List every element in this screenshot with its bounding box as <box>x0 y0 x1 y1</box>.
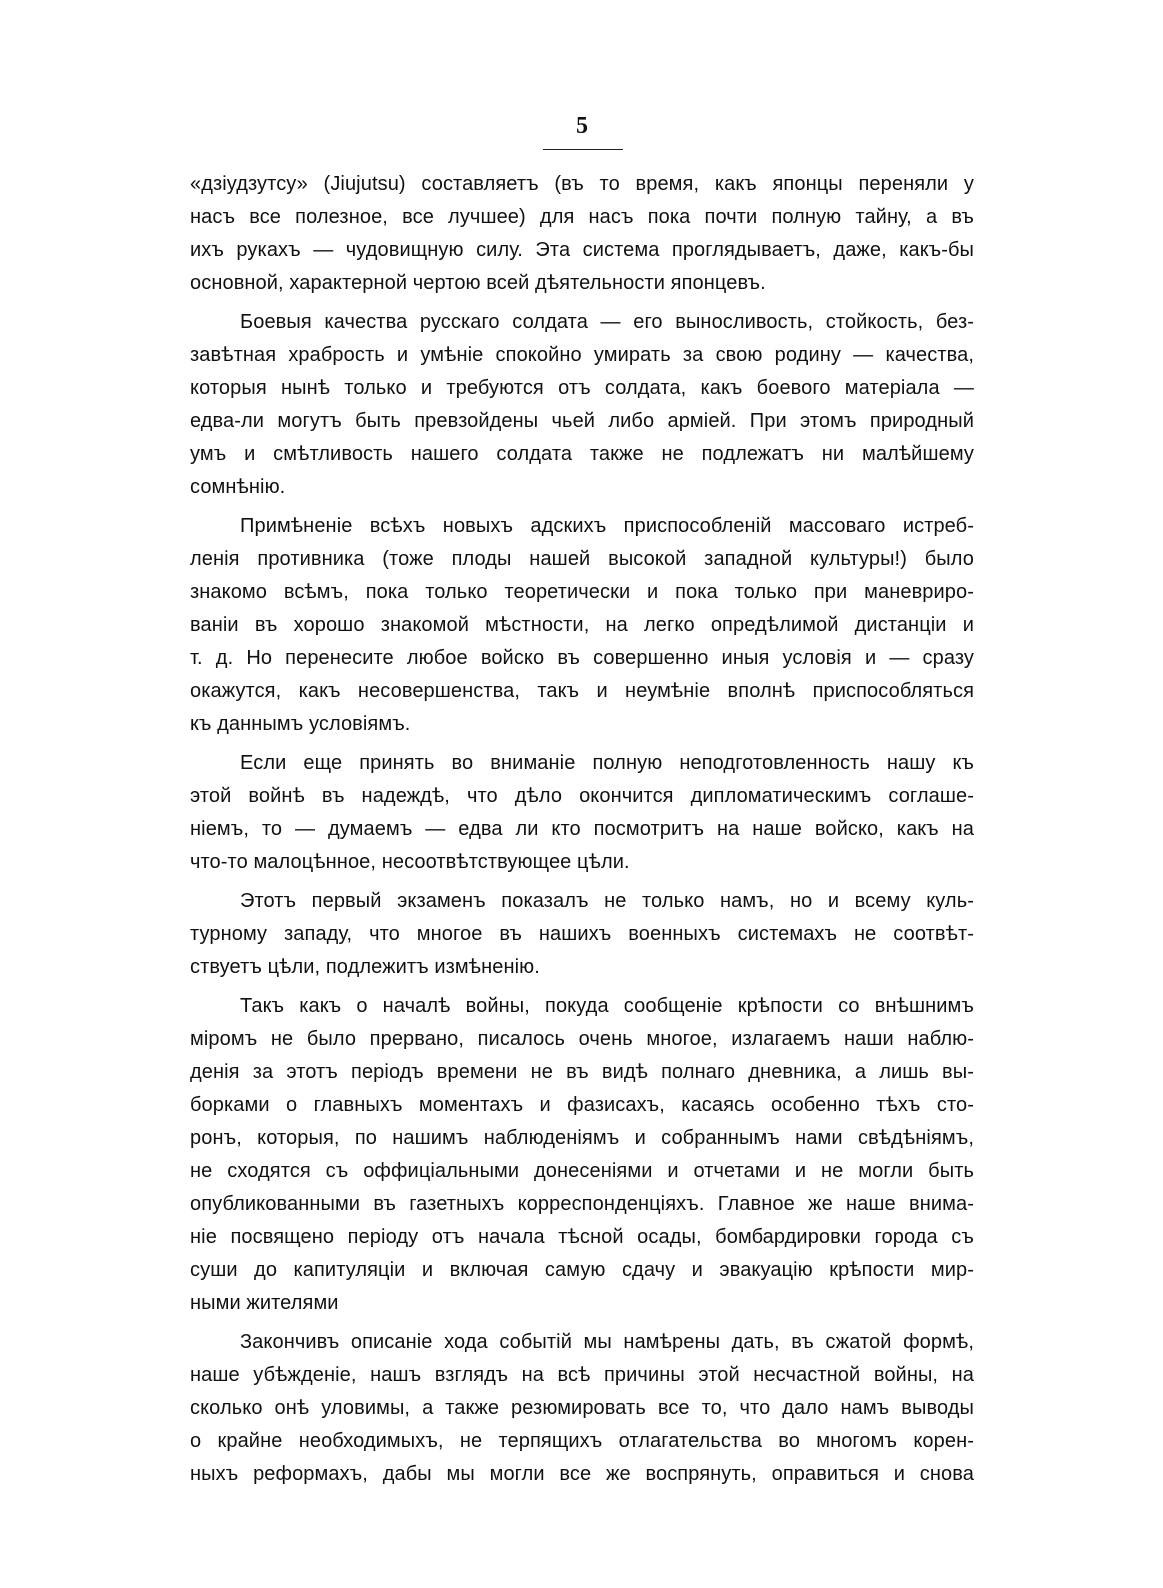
text-line: т. д. Но перенесите любое войско въ совершенно иныя условія и — сразу <box>190 647 974 669</box>
text-line: наше убѣжденіе, нашъ взглядъ на всѣ причины этой несчастной войны, на <box>190 1364 974 1386</box>
text-line: ихъ рукахъ — чудовищную силу. Эта система проглядываетъ, даже, какъ-бы <box>190 239 974 261</box>
text-line: къ даннымъ условіямъ. <box>190 713 411 735</box>
text-line: ныхъ реформахъ, дабы мы могли все же воспрянуть, оправиться и снова <box>190 1463 974 1485</box>
text-line: не сходятся съ оффиціальными донесеніями и отчетами и не могли быть <box>190 1160 974 1182</box>
text-line: завѣтная храбрость и умѣніе спокойно умирать за свою родину — качества, <box>190 344 974 366</box>
text-line: опубликованными въ газетныхъ корреспонденціяхъ. Главное же наше внима- <box>190 1193 974 1215</box>
paragraph <box>190 747 974 879</box>
paragraph <box>190 990 974 1320</box>
text-line: ніе посвящено періоду отъ начала тѣсной осады, бомбардировки города съ <box>190 1226 974 1248</box>
text-line: которыя нынѣ только и требуются отъ солдата, какъ боевого матеріала — <box>190 377 974 399</box>
text-line: Закончивъ описаніе хода событій мы намѣрены дать, въ сжатой формѣ, <box>240 1331 974 1353</box>
text-line: ваніи въ хорошо знакомой мѣстности, на легко опредѣлимой дистанціи и <box>190 614 974 636</box>
text-line: ными жителями <box>190 1292 339 1314</box>
text-line: ронъ, которыя, по нашимъ наблюденіямъ и собраннымъ нами свѣдѣніямъ, <box>190 1127 974 1149</box>
text-line: едва-ли могутъ быть превзойдены чьей либо арміей. При этомъ природный <box>190 410 974 432</box>
paragraph <box>190 510 974 741</box>
body-text <box>190 168 974 1497</box>
text-line: Примѣненіе всѣхъ новыхъ адскихъ приспособленій массоваго истреб- <box>240 515 974 537</box>
text-line: Если еще принять во вниманіе полную неподготовленность нашу къ <box>240 752 974 774</box>
text-line: умъ и смѣтливость нашего солдата также не подлежатъ ни малѣйшему <box>190 443 974 465</box>
text-line: что-то малоцѣнное, несоотвѣтствующее цѣли. <box>190 851 630 873</box>
paragraph <box>190 885 974 984</box>
text-line: суши до капитуляціи и включая самую сдачу и эвакуацію крѣпости мир- <box>190 1259 974 1281</box>
text-line: сомнѣнію. <box>190 476 286 498</box>
text-line: ствуетъ цѣли, подлежитъ измѣненію. <box>190 956 540 978</box>
text-line: ленія противника (тоже плоды нашей высокой западной культуры!) было <box>190 548 974 570</box>
text-line: міромъ не было прервано, писалось очень многое, излагаемъ наши наблю- <box>190 1028 974 1050</box>
text-line: «дзіудзутсу» (Jiujutsu) составляетъ (въ то время, какъ японцы переняли у <box>190 173 974 195</box>
text-line: Такъ какъ о началѣ войны, покуда сообщеніе крѣпости со внѣшнимъ <box>240 995 974 1017</box>
paragraph <box>190 1326 974 1491</box>
text-line: ніемъ, то — думаемъ — едва ли кто посмотритъ на наше войско, какъ на <box>190 818 974 840</box>
paragraph <box>190 306 974 504</box>
text-line: основной, характерной чертою всей дѣятельности японцевъ. <box>190 272 766 294</box>
text-line: денія за этотъ періодъ времени не въ видѣ полнаго дневника, а лишь вы- <box>190 1061 974 1083</box>
text-line: о крайне необходимыхъ, не терпящихъ отлагательства во многомъ корен- <box>190 1430 974 1452</box>
text-line: Этотъ первый экзаменъ показалъ не только намъ, но и всему куль- <box>240 890 974 912</box>
text-line: Боевыя качества русскаго солдата — его выносливость, стойкость, без- <box>240 311 974 333</box>
text-line: турному западу, что многое въ нашихъ военныхъ системахъ не соотвѣт- <box>190 923 974 945</box>
page-number: 5 <box>576 113 588 139</box>
text-line: борками о главныхъ моментахъ и фазисахъ, касаясь особенно тѣхъ сто- <box>190 1094 974 1116</box>
text-line: насъ все полезное, все лучшее) для насъ пока почти полную тайну, а въ <box>190 206 974 228</box>
text-line: сколько онѣ уловимы, а также резюмировать все то, что дало намъ выводы <box>190 1397 974 1419</box>
text-line: окажутся, какъ несовершенства, такъ и неумѣніе вполнѣ приспособляться <box>190 680 974 702</box>
page-number-rule <box>543 149 623 150</box>
text-line: этой войнѣ въ надеждѣ, что дѣло окончится дипломатическимъ соглаше- <box>190 785 974 807</box>
text-line: знакомо всѣмъ, пока только теоретически и пока только при маневриро- <box>190 581 974 603</box>
paragraph <box>190 168 974 300</box>
